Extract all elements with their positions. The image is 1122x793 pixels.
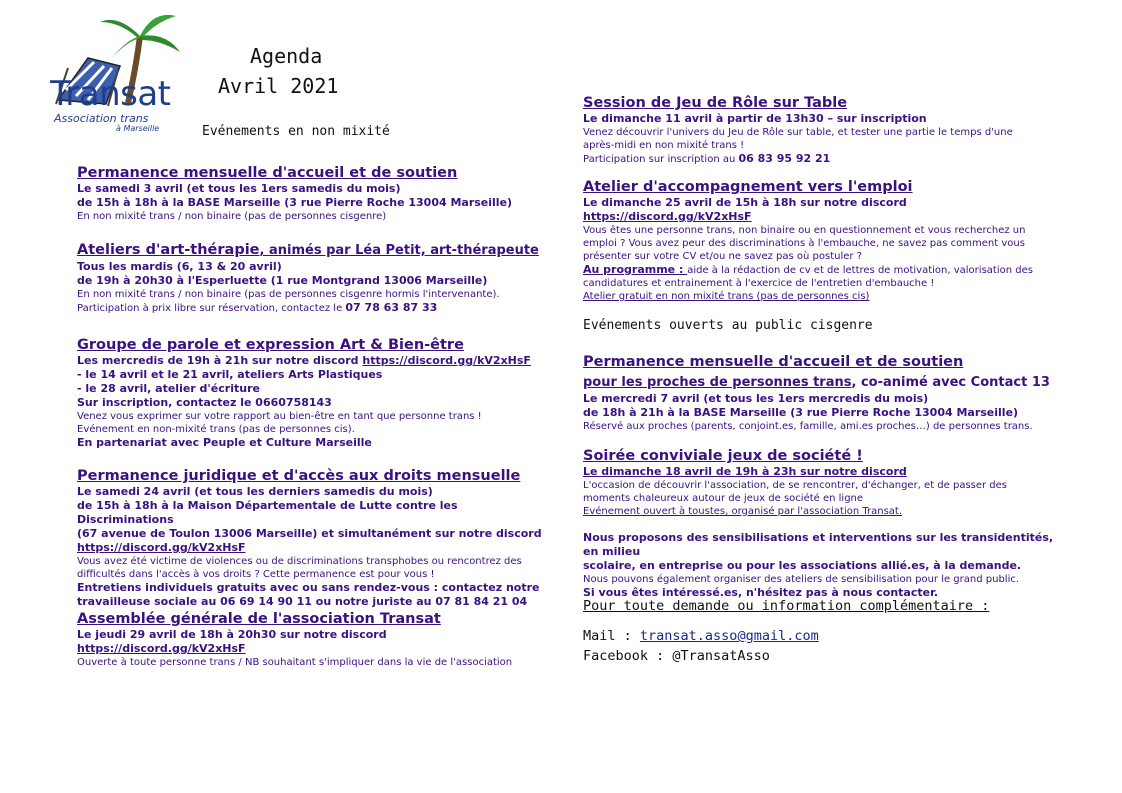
event-line [77, 301, 557, 315]
event-title: Ateliers d'art-thérapie, animés par Léa Petit, art-thérapeute [77, 242, 539, 258]
line-text: candidatures et entrainement à l'exercice de l'entretien d'embauche ! [583, 278, 935, 289]
event-title: Permanence mensuelle d'accueil et de soutien [77, 165, 458, 181]
line-text: Le samedi 3 avril (et tous les 1ers samedis du mois) [77, 182, 401, 195]
line-text: Nous proposons des sensibilisations et interventions sur les transidentités, en milieu [583, 531, 1054, 558]
contact-mail-row [583, 628, 819, 644]
discord-link[interactable]: https://discord.gg/kV2xHsF [77, 642, 246, 655]
line-text: Le dimanche 25 avril de 15h à 18h sur notre discord [583, 196, 907, 209]
line-text: Venez vous exprimer sur votre rapport au bien-être en tant que personne trans ! [77, 411, 482, 422]
event-line [583, 479, 1063, 492]
line-text: Evénement ouvert à toustes, organisé par l'association Transat. [583, 506, 903, 517]
event-line [583, 126, 1063, 139]
line-text: Le dimanche 18 avril de 19h à 23h sur notre discord [583, 465, 907, 478]
event-line [77, 581, 557, 595]
event-line [77, 396, 557, 410]
event-line [77, 595, 557, 609]
line-text: En partenariat avec Peuple et Culture Marseille [77, 436, 372, 449]
event-line [583, 420, 1063, 433]
event-line [77, 568, 557, 581]
event-line[interactable] [583, 505, 1063, 518]
phone-number: 07 78 63 87 33 [345, 301, 438, 314]
line-text: après-midi en non mixité trans ! [583, 140, 745, 151]
line-text: Le samedi 24 avril (et tous les derniers samedis du mois) [77, 485, 433, 498]
event-block [583, 94, 1063, 166]
logo [48, 8, 183, 133]
event-line [583, 237, 1063, 250]
discord-link[interactable]: https://discord.gg/kV2xHsF [583, 210, 752, 223]
event-line [583, 392, 1063, 406]
event-block [77, 241, 557, 315]
event-line [77, 368, 557, 382]
line-text: Vous êtes une personne trans, non binaire ou en questionnement et vous recherchez un [583, 225, 1026, 236]
line-text: Tous les mardis (6, 13 & 20 avril) [77, 260, 282, 273]
line-text: - le 28 avril, atelier d'écriture [77, 382, 260, 395]
line-text: de 19h à 20h30 à l'Esperluette (1 rue Montgrand 13006 Marseille) [77, 274, 488, 287]
event-line [583, 263, 1063, 277]
event-line [583, 406, 1063, 420]
sensibilisation-block [583, 531, 1063, 600]
event-line [583, 559, 1063, 573]
line-text: difficultés dans l'accès à vos droits ? Cette permanence est pour vous ! [77, 569, 435, 580]
event-line [583, 139, 1063, 152]
event-line [583, 152, 1063, 166]
line-text: Réservé aux proches (parents, conjoint.es, famille, ami.es proches…) de personnes trans. [583, 421, 1033, 432]
event-line [583, 573, 1063, 586]
event-line [77, 423, 557, 436]
event-title: Permanence mensuelle d'accueil et de soutien [583, 354, 964, 370]
line-text: Le mercredi 7 avril (et tous les 1ers mercredis du mois) [583, 392, 929, 405]
line-text: Participation sur inscription au [583, 154, 739, 165]
page-subtitle: Avril 2021 [218, 74, 339, 98]
event-line [583, 250, 1063, 263]
event-block [583, 178, 1063, 303]
logo-text: Transat [50, 74, 171, 114]
line-text: Les mercredis de 19h à 21h sur notre discord [77, 354, 363, 367]
event-title: Atelier d'accompagnement vers l'emploi [583, 179, 913, 195]
line-text: présenter sur votre CV et/ou ne savez pas où postuler ? [583, 251, 863, 262]
event-line [77, 210, 557, 223]
line-text: Venez découvrir l'univers du Jeu de Rôle sur table, et tester une partie le temps d'une [583, 127, 1013, 138]
event-line [77, 288, 557, 301]
event-block [77, 336, 557, 450]
facebook-row: Facebook : @TransatAsso [583, 648, 770, 664]
event-line [583, 277, 1063, 290]
line-text: Participation à prix libre sur réservation, contactez le [77, 303, 346, 314]
discord-link[interactable]: https://discord.gg/kV2xHsF [362, 354, 531, 367]
event-line [583, 224, 1063, 237]
event-block [583, 447, 1063, 518]
event-block [77, 467, 557, 609]
contact-heading: Pour toute demande ou information complémentaire : [583, 598, 990, 614]
event-line[interactable] [77, 628, 557, 656]
program-label: Au programme : [583, 263, 688, 276]
section-non-mixite: Evénements en non mixité [202, 124, 390, 139]
event-line[interactable] [583, 465, 1063, 479]
line-text: Le jeudi 29 avril de 18h à 20h30 sur notre discord [77, 628, 387, 641]
line-text: (67 avenue de Toulon 13006 Marseille) et simultanément sur notre discord [77, 527, 542, 540]
line-text: Le dimanche 11 avril à partir de 13h30 – sur inscription [583, 112, 927, 125]
section-public: Evénements ouverts au public cisgenre [583, 318, 873, 333]
line-text: Sur inscription, contactez le 0660758143 [77, 396, 332, 409]
event-line [77, 410, 557, 423]
line-text: aide à la rédaction de cv et de lettres de motivation, valorisation des [687, 265, 1033, 276]
line-text: Entretiens individuels gratuits avec ou sans rendez-vous : contactez notre [77, 581, 540, 594]
event-line [583, 112, 1063, 126]
event-title: Session de Jeu de Rôle sur Table [583, 95, 848, 111]
logo-subtitle: Association trans [54, 112, 149, 125]
line-text: travailleuse sociale au 06 69 14 90 11 ou notre juriste au 07 81 84 21 04 [77, 595, 528, 608]
event-line [77, 260, 557, 274]
event-block [583, 353, 1063, 433]
event-line [77, 527, 557, 541]
line-text: Vous avez été victime de violences ou de discriminations transphobes ou rencontrez des [77, 556, 522, 567]
event-title: Permanence juridique et d'accès aux droits mensuelle [77, 468, 521, 484]
event-line [77, 485, 557, 499]
event-line[interactable] [77, 541, 557, 555]
mail-label: Mail : [583, 628, 640, 644]
line-text: - le 14 avril et le 21 avril, ateliers Arts Plastiques [77, 368, 383, 381]
event-line [77, 555, 557, 568]
event-title: Soirée conviviale jeux de société ! [583, 448, 863, 464]
event-line [77, 274, 557, 288]
event-line[interactable] [583, 196, 1063, 224]
line-text: Si vous êtes intéressé.es, n'hésitez pas à nous contacter. [583, 586, 939, 599]
event-line[interactable] [583, 290, 1063, 303]
line-text: L'occasion de découvrir l'association, de se rencontrer, d'échanger, et de passer des [583, 480, 1008, 491]
line-text: emploi ? Vous avez peur des discriminations à l'embauche, ne savez pas comment vous [583, 238, 1025, 249]
line-text: https://discord.gg/kV2xHsF [77, 541, 246, 554]
line-text: Atelier gratuit en non mixité trans (pas de personnes cis) [583, 291, 870, 302]
event-line[interactable] [77, 354, 557, 368]
event-line [583, 531, 1063, 559]
logo-location: à Marseille [116, 124, 160, 133]
event-line [583, 492, 1063, 505]
event-block [77, 610, 557, 669]
event-line [77, 382, 557, 396]
mail-link[interactable]: transat.asso@gmail.com [639, 628, 819, 644]
event-subtitle: pour les proches de personnes trans, co-animé avec Contact 13 [583, 375, 1050, 390]
line-text: Evénement en non-mixité trans (pas de personnes cis). [77, 424, 355, 435]
phone-number: 06 83 95 92 21 [738, 152, 831, 165]
line-text: En non mixité trans / non binaire (pas de personnes cisgenre) [77, 211, 387, 222]
event-title: Assemblée générale de l'association Transat [77, 611, 441, 627]
line-text: En non mixité trans / non binaire (pas de personnes cisgenre hormis l'intervenante). [77, 289, 500, 300]
page-title: Agenda [250, 44, 323, 68]
line-text: moments chaleureux autour de jeux de société en ligne [583, 493, 864, 504]
line-text: Ouverte à toute personne trans / NB souhaitant s'impliquer dans la vie de l'association [77, 657, 513, 668]
event-title: Groupe de parole et expression Art & Bien-être [77, 337, 464, 353]
line-text: scolaire, en entreprise ou pour les associations allié.es, à la demande. [583, 559, 1022, 572]
event-line [77, 436, 557, 450]
line-text: de 15h à 18h à la BASE Marseille (3 rue Pierre Roche 13004 Marseille) [77, 196, 513, 209]
event-line [77, 499, 557, 527]
line-text: de 15h à 18h à la Maison Départementale de Lutte contre les Discriminations [77, 499, 458, 526]
line-text: Nous pouvons également organiser des ateliers de sensibilisation pour le grand public. [583, 574, 1020, 585]
event-block [77, 164, 557, 223]
event-line [77, 182, 557, 196]
event-line [77, 196, 557, 210]
event-line [77, 656, 557, 669]
line-text: de 18h à 21h à la BASE Marseille (3 rue Pierre Roche 13004 Marseille) [583, 406, 1019, 419]
